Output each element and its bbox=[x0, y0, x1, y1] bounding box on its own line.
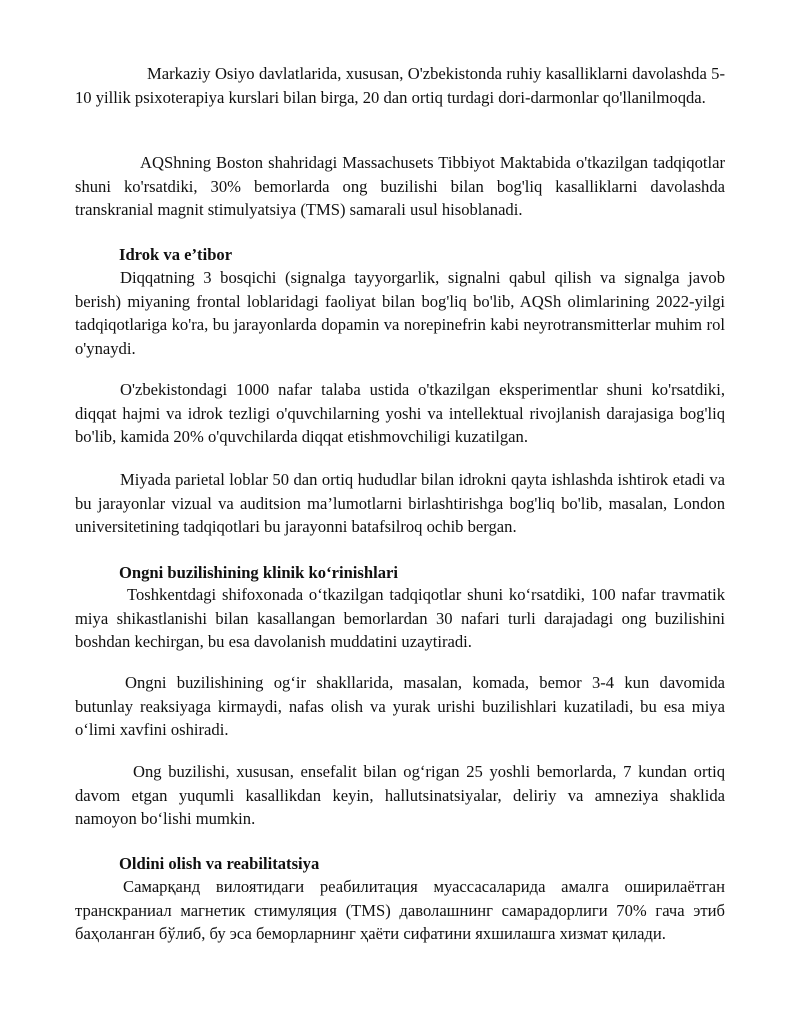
paragraph-tashkent-study: Toshkentdagi shifoxonada o‘tkazilgan tadqiqotlar shuni ko‘rsatdiki, 100 nafar travmatik miya shikastlanishi bilan kasallangan bemorlardan 30 nafari turli darajadagi ong buzilishini boshdan kechirgan, bu esa davolanish muddatini uzaytiradi. bbox=[75, 585, 725, 652]
paragraph-attention-stages: Diqqatning 3 bosqichi (signalga tayyorgarlik, signalni qabul qilish va signalga javob berish) miyaning frontal loblaridagi faoliyat bilan bog'liq bo'lib, AQSh olimlarining 2022-yilgi tadqiqotlariga ko'ra, bu jarayonlarda dopamin va norepinefrin kabi neyrotransmitterlar muhim rol o'ynaydi. bbox=[75, 268, 725, 358]
heading-prevention-rehabilitation: Oldini olish va reabilitatsiya bbox=[119, 854, 320, 873]
heading-clinical-manifestations: Ongni buzilishining klinik ko‘rinishlari bbox=[119, 563, 398, 582]
paragraph-samarkand-tms: Самарқанд вилоятидаги реабилитация муассасаларида амалга оширилаётган транскраниал магнетик стимуляция (TMS) даволашнинг самарадорлиги 70% гача этиб баҳоланган бўлиб, бу эса беморларнинг ҳаёти сифатини яхшилашга хизмат қилади. bbox=[75, 877, 725, 944]
paragraph-psychotherapy: Markaziy Osiyo davlatlarida, xususan, O'zbekistonda ruhiy kasalliklarni davolashda 5-10 yillik psixoterapiya kurslari bilan birga, 20 dan ortiq turdagi dori-darmonlar qo'llanilmoqda. bbox=[75, 64, 725, 107]
paragraph-students-experiment: O'zbekistondagi 1000 nafar talaba ustida o'tkazilgan eksperimentlar shuni ko'rsatdiki, diqqat hajmi va idrok tezligi o'quvchilarning yoshi va intellektual rivojlanish darajasiga bog'liq bo'lib, kamida 20% o'quvchilarda diqqat etishmovchiligi kuzatilgan. bbox=[75, 380, 725, 447]
paragraph-encephalitis: Ong buzilishi, xususan, ensefalit bilan og‘rigan 25 yoshli bemorlarda, 7 kundan ortiq davom etgan yuqumli kasallikdan keyin, hallutsinatsiyalar, deliriy va amneziya shaklida namoyon bo‘lishi mumkin. bbox=[75, 762, 725, 829]
paragraph-coma: Ongni buzilishining og‘ir shakllarida, masalan, komada, bemor 3-4 kun davomida butunlay reaksiyaga kirmaydi, nafas olish va yurak urishi buzilishlari kuzatiladi, bu esa miya o‘limi xavfini oshiradi. bbox=[75, 673, 725, 740]
paragraph-tms-boston: AQShning Boston shahridagi Massachusets Tibbiyot Maktabida o'tkazilgan tadqiqotlar shuni ko'rsatdiki, 30% bemorlarda ong buzilishi bilan bog'liq kasalliklarni davolashda transkranial magnit stimulyatsiya (TMS) samarali usul hisoblanadi. bbox=[75, 153, 725, 220]
paragraph-parietal-lobes: Miyada parietal loblar 50 dan ortiq hududlar bilan idrokni qayta ishlashda ishtirok etadi va bu jarayonlar vizual va auditsion ma’lumotlarni birlashtirishga bog'liq bo'lib, masalan, London universitetining tadqiqotlari bu jarayonni batafsilroq ochib bergan. bbox=[75, 470, 725, 537]
heading-perception-attention: Idrok va e’tibor bbox=[119, 245, 233, 264]
